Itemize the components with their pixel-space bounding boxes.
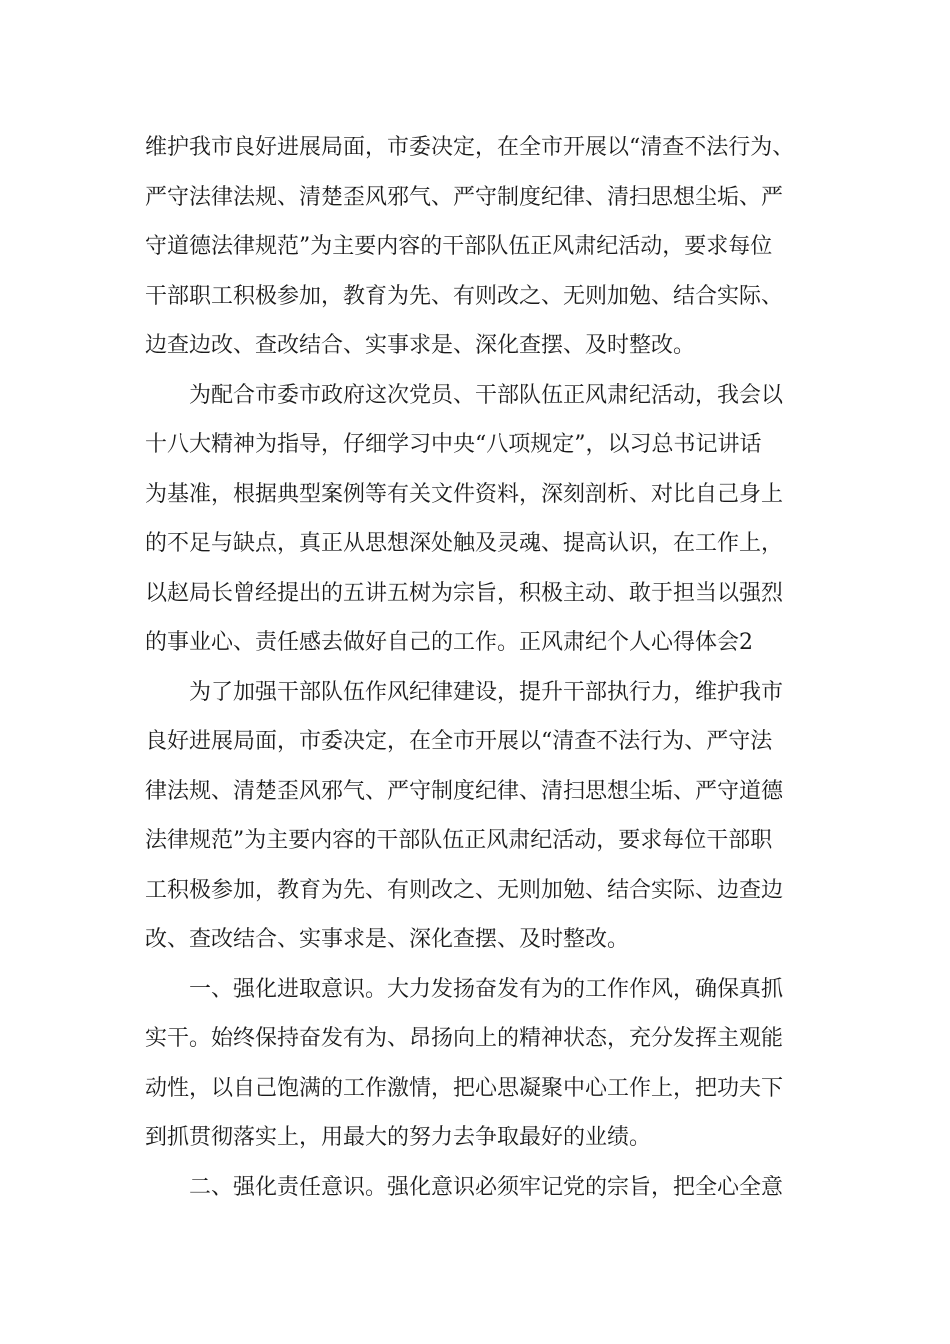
document-body	[145, 123, 815, 1212]
text-line: 改、查改结合、实事求是、深化查摆、及时整改。	[145, 927, 630, 952]
paragraph-first-line: 为了加强干部队伍作风纪律建设，提升干部执行力，维护我市	[189, 679, 784, 705]
text-line: 工积极参加，教育为先、有则改之、无则加勉、结合实际、边查边	[145, 877, 784, 903]
text-line: 良好进展局面，市委决定，在全市开展以“清查不法行为、严守法	[145, 729, 773, 754]
text-line: 为基准，根据典型案例等有关文件资料，深刻剖析、对比自己身上	[145, 481, 784, 507]
text-line: 十八大精神为指导，仔细学习中央“八项规定”，以习总书记讲话	[145, 432, 762, 457]
text-line: 的不足与缺点，真正从思想深处触及灵魂、提高认识，在工作上，	[145, 531, 784, 556]
text-line: 到抓贯彻落实上，用最大的努力去争取最好的业绩。	[145, 1125, 652, 1150]
paragraph-first-line: 一、强化进取意识。大力发扬奋发有为的工作作风，确保真抓	[189, 976, 784, 1002]
text-line: 动性，以自己饱满的工作激情，把心思凝聚中心工作上，把功夫下	[145, 1075, 784, 1101]
text-line: 严守法律法规、清楚歪风邪气、严守制度纪律、清扫思想尘垢、严	[145, 184, 784, 210]
text-line: 干部职工积极参加，教育为先、有则改之、无则加勉、结合实际、	[145, 283, 784, 309]
paragraph-first-line: 为配合市委市政府这次党员、干部队伍正风肃纪活动，我会以	[189, 382, 784, 408]
text-line: 实干。始终保持奋发有为、昂扬向上的精神状态，充分发挥主观能	[145, 1026, 784, 1051]
paragraph-first-line: 二、强化责任意识。强化意识必须牢记党的宗旨，把全心全意	[189, 1174, 784, 1200]
text-line: 守道德法律规范”为主要内容的干部队伍正风肃纪活动，要求每位	[145, 234, 773, 259]
text-line: 的事业心、责任感去做好自己的工作。正风肃纪个人心得体会2	[145, 630, 753, 655]
text-line: 法律规范”为主要内容的干部队伍正风肃纪活动，要求每位干部职	[145, 828, 773, 853]
text-line: 边查边改、查改结合、实事求是、深化查摆、及时整改。	[145, 333, 696, 358]
text-line: 以赵局长曾经提出的五讲五树为宗旨，积极主动、敢于担当以强烈	[145, 580, 784, 606]
text-line: 维护我市良好进展局面，市委决定，在全市开展以“清查不法行为、	[145, 135, 795, 160]
text-line: 律法规、清楚歪风邪气、严守制度纪律、清扫思想尘垢、严守道德	[145, 778, 784, 804]
